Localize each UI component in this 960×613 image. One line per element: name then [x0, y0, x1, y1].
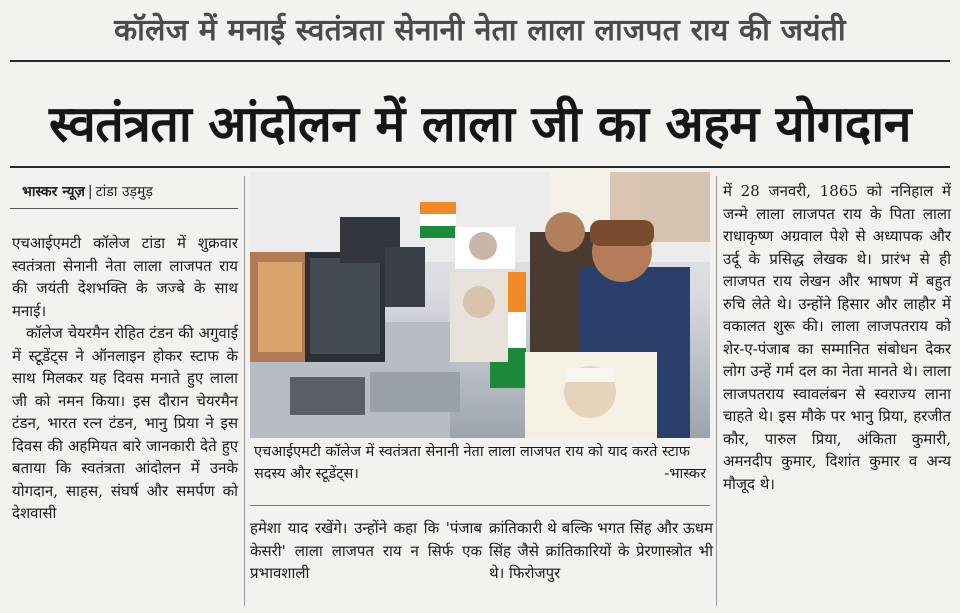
kicker-headline: कॉलेज में मनाई स्वतंत्रता सेनानी नेता लाला लाजपत राय की जयंती — [114, 13, 846, 48]
article-column-4 — [723, 180, 951, 495]
article-column-3 — [489, 517, 713, 585]
article-paragraph: क्रांतिकारी थे बल्कि भगत सिंह और ऊधम सिंह जैसे क्रांतिकारियों के प्रेरणास्त्रोत भी थे। फिरोजपुर — [489, 519, 713, 582]
main-headline: स्वतंत्रता आंदोलन में लाला जी का अहम योगदान — [49, 95, 911, 153]
article-paragraph: कॉलेज चेयरमैन रोहित टंडन की अगुवाई में स्टूडेंट्स ने ऑनलाइन होकर स्टाफ के साथ मिलकर यह दिवस मनाते हुए लाला जी को नमन किया। इस दौरान चेयरमैन टंडन, भारत रत्न टंडन, भानु प्रिया ने इस दिवस की अहमियत बारे जानकारी देते हुए बताया कि स्वतंत्रता आंदोलन में उनके योगदान, साहस, संघर्ष और समर्पण को देशवासी — [12, 324, 238, 522]
headline-rule — [10, 166, 950, 168]
byline-agency: भास्कर न्यूज़ — [22, 184, 85, 200]
column-divider — [244, 176, 245, 606]
caption-rule — [250, 505, 710, 506]
kicker-rule — [10, 60, 950, 62]
article-paragraph: एचआईएमटी कॉलेज टांडा में शुक्रवार स्वतंत्रता सेनानी नेता लाला लाजपत राय की जयंती देशभक्ति के जज्बे के साथ मनाई। — [12, 234, 238, 320]
byline-rule — [10, 208, 238, 209]
article-paragraph: में 28 जनवरी, 1865 को ननिहाल में जन्मे लाला लाजपत राय के पिता लाला राधाकृष्ण अग्रवाल पेशे से अध्यापक और उर्दू के प्रसिद्ध लेखक थे। प्रारंभ से ही लाजपत राय लेखन और भाषण में बहुत रुचि लेते थे। उन्होंने हिसार और लाहौर में वकालत शुरू की। लाला लाजपतराय को शेर-ए-पंजाब का सम्मानित संबोधन देकर लोग उन्हें गर्म दल का नेता मानते थे। लाला लाजपतराय स्वावलंबन से स्वराज्य लाना चाहते थे। इस मौके पर भानु प्रिया, हरजीत कौर, पारुल प्रिया, अंकिता कुमारी, अमनदीप कुमार, दिशांत कुमार व अन्य मौजूद थे। — [723, 182, 951, 493]
photo-credit: -भास्कर — [664, 466, 706, 482]
photo-illustration — [250, 172, 710, 438]
photo-caption-text: एचआईएमटी कॉलेज में स्वतंत्रता सेनानी नेता लाला लाजपत राय को याद करते स्टाफ सदस्य और स्टूडेंट्स। — [254, 444, 690, 482]
byline-place: टांडा उड़मुड़ — [95, 184, 153, 200]
column-divider — [716, 176, 717, 606]
byline-separator: | — [87, 184, 93, 200]
article-column-2 — [250, 517, 482, 585]
news-photo — [250, 172, 710, 438]
article-paragraph: हमेशा याद रखेंगे। उन्होंने कहा कि 'पंजाब केसरी' लाला लाजपत राय न सिर्फ एक प्रभावशाली — [250, 519, 482, 582]
byline — [22, 182, 238, 201]
photo-caption — [254, 441, 708, 485]
article-column-1 — [12, 232, 238, 525]
